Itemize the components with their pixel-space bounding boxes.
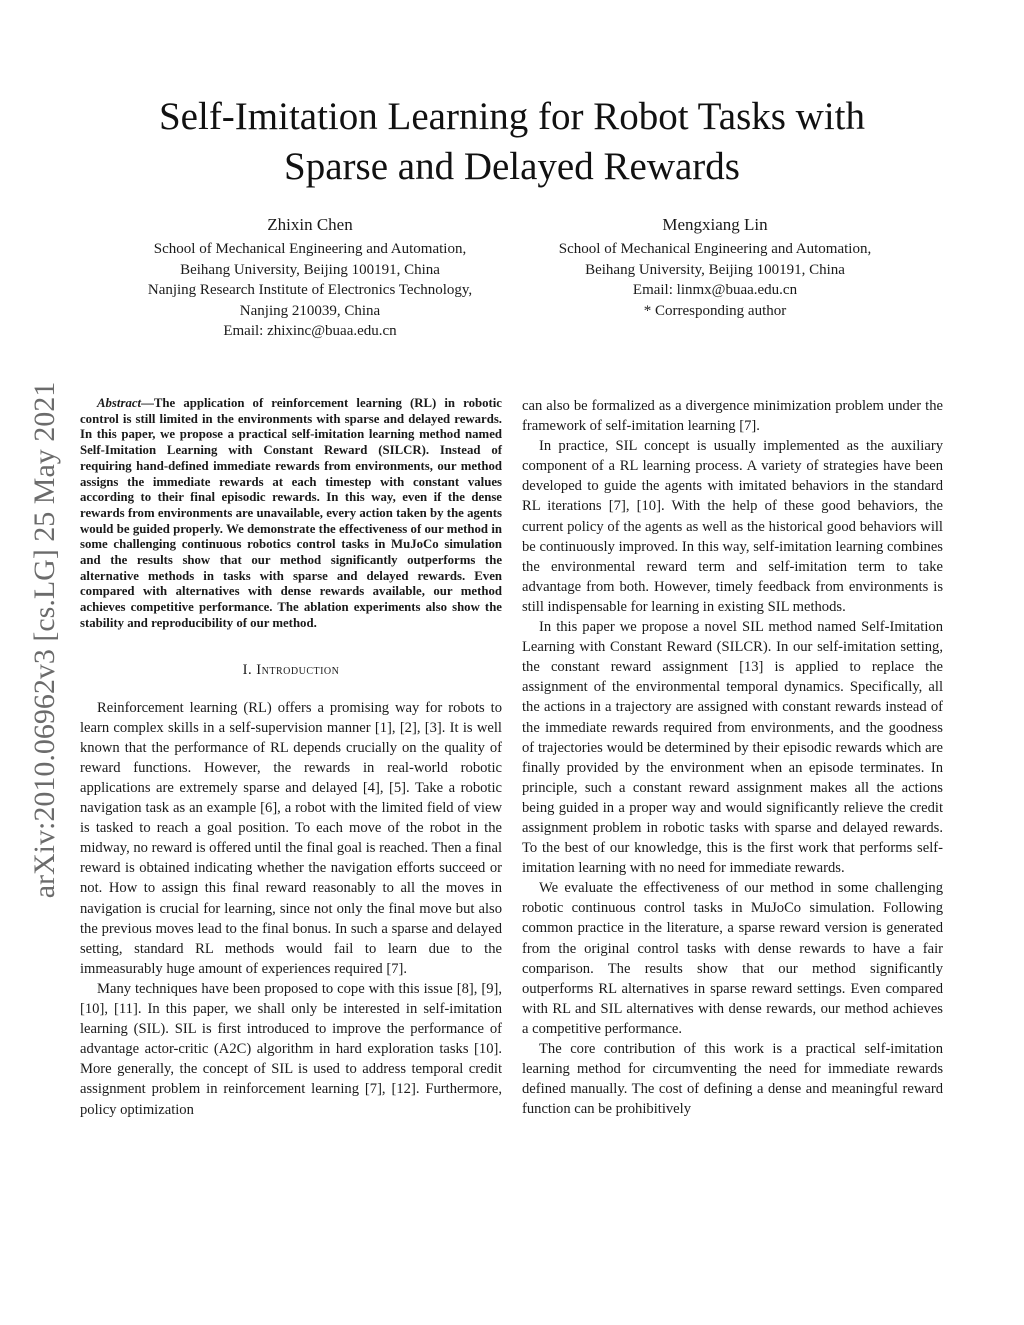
- author-block-1: [95, 213, 525, 342]
- author-email: Email: zhixinc@buaa.edu.cn: [223, 323, 397, 339]
- author-name: Zhixin Chen: [267, 215, 353, 234]
- title-line-2: Sparse and Delayed Rewards: [284, 145, 740, 188]
- author-email: Email: linmx@buaa.edu.cn: [632, 282, 798, 298]
- arxiv-stamp: arXiv:2010.06962v3 [cs.LG] 25 May 2021: [28, 381, 61, 899]
- author-name: Mengxiang Lin: [662, 215, 768, 234]
- abstract: [80, 396, 502, 632]
- corresponding-note: * Corresponding author: [643, 302, 787, 319]
- right-column: [522, 396, 943, 1119]
- author-block-2: [505, 213, 925, 321]
- paragraph-continuation: can also be formalized as a divergence minimization problem under the framework of self-imitation learning [7].: [522, 398, 943, 435]
- abstract-label: Abstract: [97, 396, 142, 410]
- paragraph: In this paper we propose a novel SIL method named Self-Imitation Learning with Constant Reward (SILCR). In our self-imitation setting, the constant reward assignment [13] is applied to replace the assignment of the environmental temporal dynamics. Specifically, all the actions in a trajectory are assigned with constant rewards instead of the immediate rewards required from environments, and the goodness of trajectories would be determined by their episodic rewards which are finally provided by the environment when an episode terminates. In principle, such a constant reward assignment makes all the actions being guided in a proper way and would significantly relieve the credit assignment problem in robotic tasks with sparse and delayed rewards. To the best of our knowledge, this is the first work that performs self-imitation learning with no need for immediate rewards.: [522, 619, 943, 877]
- abstract-text: The application of reinforcement learning (RL) in robotic control is still limited in the environments with sparse and delayed rewards. In this paper, we propose a practical self-imitation learning method named Self-Imitation Learning with Constant Reward (SILCR). Instead of requiring hand-defined immediate rewards from environments, our method assigns the immediate rewards at each timestep with constant values according to their final episodic rewards. In this way, even if the dense rewards from environments are unavailable, every action taken by the agents would be guided properly. We demonstrate the effectiveness of our method in some challenging continuous robotics control tasks in MuJoCo simulation and the results show that our method significantly outperforms the alternative methods in tasks with sparse and delayed rewards. Even compared with alternatives with dense rewards available, our method achieves competitive performance. The ablation experiments also show the stability and reproducibility of our method.: [80, 396, 502, 630]
- affiliation-line: Beihang University, Beijing 100191, China: [585, 261, 845, 278]
- section-title: Introduction: [256, 661, 340, 678]
- paragraph: Many techniques have been proposed to cope with this issue [8], [9], [10], [11]. In this paper, we shall only be interested in self-imitation learning (SIL). SIL is first introduced to improve the performance of advantage actor-critic (A2C) algorithm in hard exploration tasks [10]. More generally, the concept of SIL is used to address temporal credit assignment problem in reinforcement learning [7], [12]. Furthermore, policy optimization: [80, 980, 502, 1118]
- section-heading: [80, 660, 502, 680]
- abstract-dash: —: [141, 396, 154, 410]
- title-line-1: Self-Imitation Learning for Robot Tasks with: [158, 95, 866, 138]
- left-column: [80, 396, 502, 1120]
- paper-title: [100, 92, 924, 192]
- affiliation-line: School of Mechanical Engineering and Automation,: [558, 241, 872, 257]
- paragraph: Reinforcement learning (RL) offers a promising way for robots to learn complex skills in a self-supervision manner [1], [2], [3]. It is well known that the performance of RL depends crucially on the quality of reward functions. However, the rewards in real-world robotic applications are extremely sparse and delayed [4], [5]. Take a robotic navigation task as an example [6], a robot with the limited field of view is tasked to reach a goal position. To each move of the robot in the midway, no reward is offered until the final goal is reached. Then a final reward is obtained indicating whether the navigation efforts succeed or not. How to assign this final reward reasonably to all the moves in navigation is crucial for learning, since not only the final move but also the previous moves lead to the final bonus. In such a sparse and delayed setting, standard RL methods would fail to learn due to the immeasurably huge amount of experiences required [7].: [80, 699, 502, 977]
- paragraph: In practice, SIL concept is usually implemented as the auxiliary component of a RL learning process. A variety of strategies have been developed to guide the agents with imitated behaviors in the standard RL iterations [7], [10]. With the help of these good behaviors, the current policy of the agents as well as the historical good behaviors will be continuously improved. In this way, self-imitation learning combines the environmental reward term and self-imitation term to take advantage from both. However, timely feedback from environments is still indispensable for learning in existing SIL methods.: [522, 438, 943, 615]
- section-number: I.: [242, 661, 253, 678]
- affiliation-line: Beihang University, Beijing 100191, China: [180, 261, 440, 278]
- paragraph: The core contribution of this work is a practical self-imitation learning method for circumventing the need for immediate rewards defined manually. The cost of defining a dense and meaningful reward function can be prohibitively: [522, 1041, 943, 1118]
- affiliation-line: Nanjing 210039, China: [239, 302, 381, 319]
- paragraph: We evaluate the effectiveness of our method in some challenging robotic continuous control tasks in MuJoCo simulation. Following common practice in the literature, a sparse reward version is generated from the original control tasks with dense rewards to have a fair comparison. The results show that our method significantly outperforms RL alternatives in sparse reward settings. Even compared with RL and SIL alternatives with dense rewards, our method achieves a competitive performance.: [522, 880, 943, 1037]
- affiliation-line: School of Mechanical Engineering and Automation,: [153, 241, 467, 257]
- affiliation-line: Nanjing Research Institute of Electronics Technology,: [147, 282, 473, 298]
